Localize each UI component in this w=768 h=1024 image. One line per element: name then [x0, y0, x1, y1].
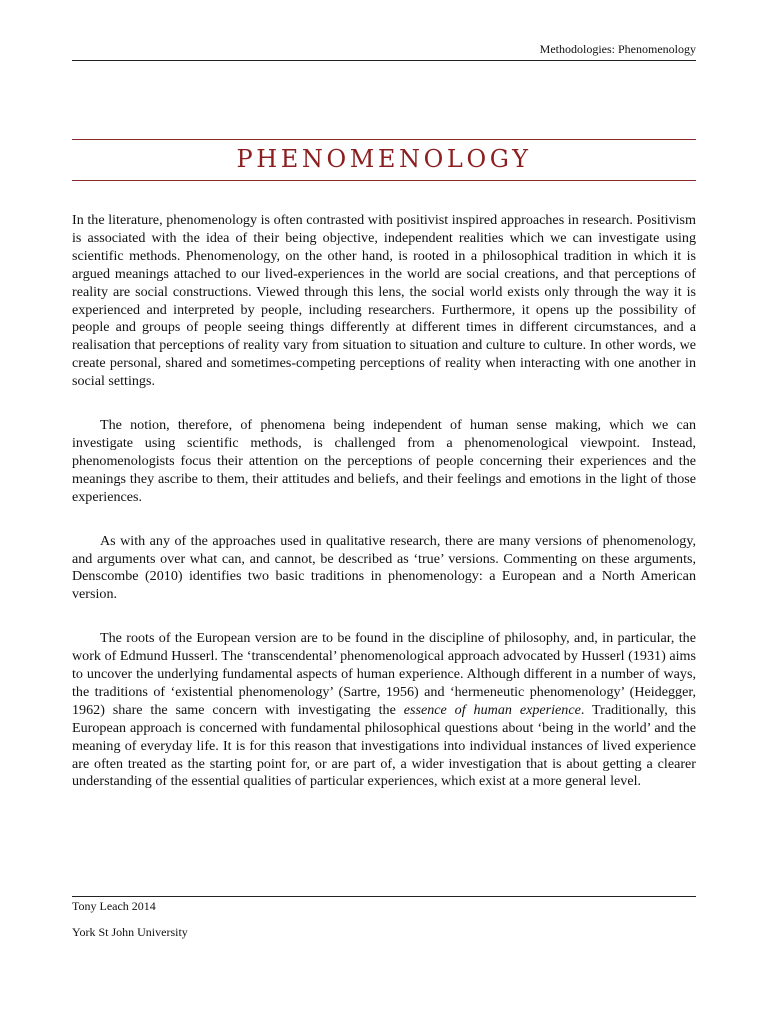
footer-author: Tony Leach 2014 [72, 899, 156, 913]
footer-divider [72, 896, 696, 897]
body-text [72, 212, 696, 817]
paragraph-1: In the literature, phenomenology is often contrasted with positivist inspired approaches in research. Positivism is associated with the idea of their being objective, independent realities which we can investigate using scientific methods. Phenomenology, on the other hand, is rooted in a philosophical tradition in which it is argued meanings attached to our lived-experiences in the world are social creations, and that perceptions of reality are social constructions. Viewed through this lens, the social world exists only through the way it is experienced and interpreted by people, including researchers. Furthermore, it opens up the possibility of people and groups of people seeing things differently at different times in different circumstances, and a realisation that perceptions of reality vary from situation to situation and culture to culture. In other words, we create personal, shared and sometimes-competing perceptions of reality when interacting with one another in social settings. [72, 212, 696, 390]
paragraph-4-part-1: The roots of the European version are to be found in the discipline of philosophy, and, in particular, the work of Edmund Husserl. The ‘transcendental’ phenomenological approach advocated by Husserl (1931) aims to uncover the underlying fundamental aspects of human experience. Although different in a number of ways, the traditions of ‘existential phenomenology’ (Sartre, 1956) and ‘hermeneutic phenomenology’ (Heidegger, 1962) share the same concern with investigating the [72, 630, 696, 718]
title-rule-top [72, 139, 696, 140]
paragraph-2: The notion, therefore, of phenomena being independent of human sense making, which we can investigate using scientific methods, is challenged from a phenomenological viewpoint. Instead, phenomenologists focus their attention on the perceptions of people concerning their experiences and the meanings they ascribe to them, their attitudes and beliefs, and their feelings and emotions in the light of those experiences. [72, 417, 696, 505]
title-rule-bottom [72, 180, 696, 181]
page-title: PHENOMENOLOGY [236, 145, 532, 173]
paragraph-4 [72, 630, 696, 791]
paragraph-4-part-2: . Traditionally, this European approach is concerned with fundamental philosophical questions about ‘being in the world’ and the meaning of everyday life. It is for this reason that investigations into individual instances of lived experience are often treated as the starting point for, or are part of, a wider investigation that is about getting a clearer understanding of the essential qualities of particular experiences, which exist at a more general level. [72, 701, 696, 790]
footer-institution: York St John University [72, 925, 188, 939]
running-header: Methodologies: Phenomenology [539, 42, 696, 56]
header-divider [72, 60, 696, 61]
paragraph-3: As with any of the approaches used in qualitative research, there are many versions of phenomenology, and arguments over what can, and cannot, be described as ‘true’ versions. Commenting on these arguments, Denscombe (2010) identifies two basic traditions in phenomenology: a European and a North American version. [72, 532, 696, 603]
paragraph-4-emphasis: essence of human experience [403, 701, 581, 718]
